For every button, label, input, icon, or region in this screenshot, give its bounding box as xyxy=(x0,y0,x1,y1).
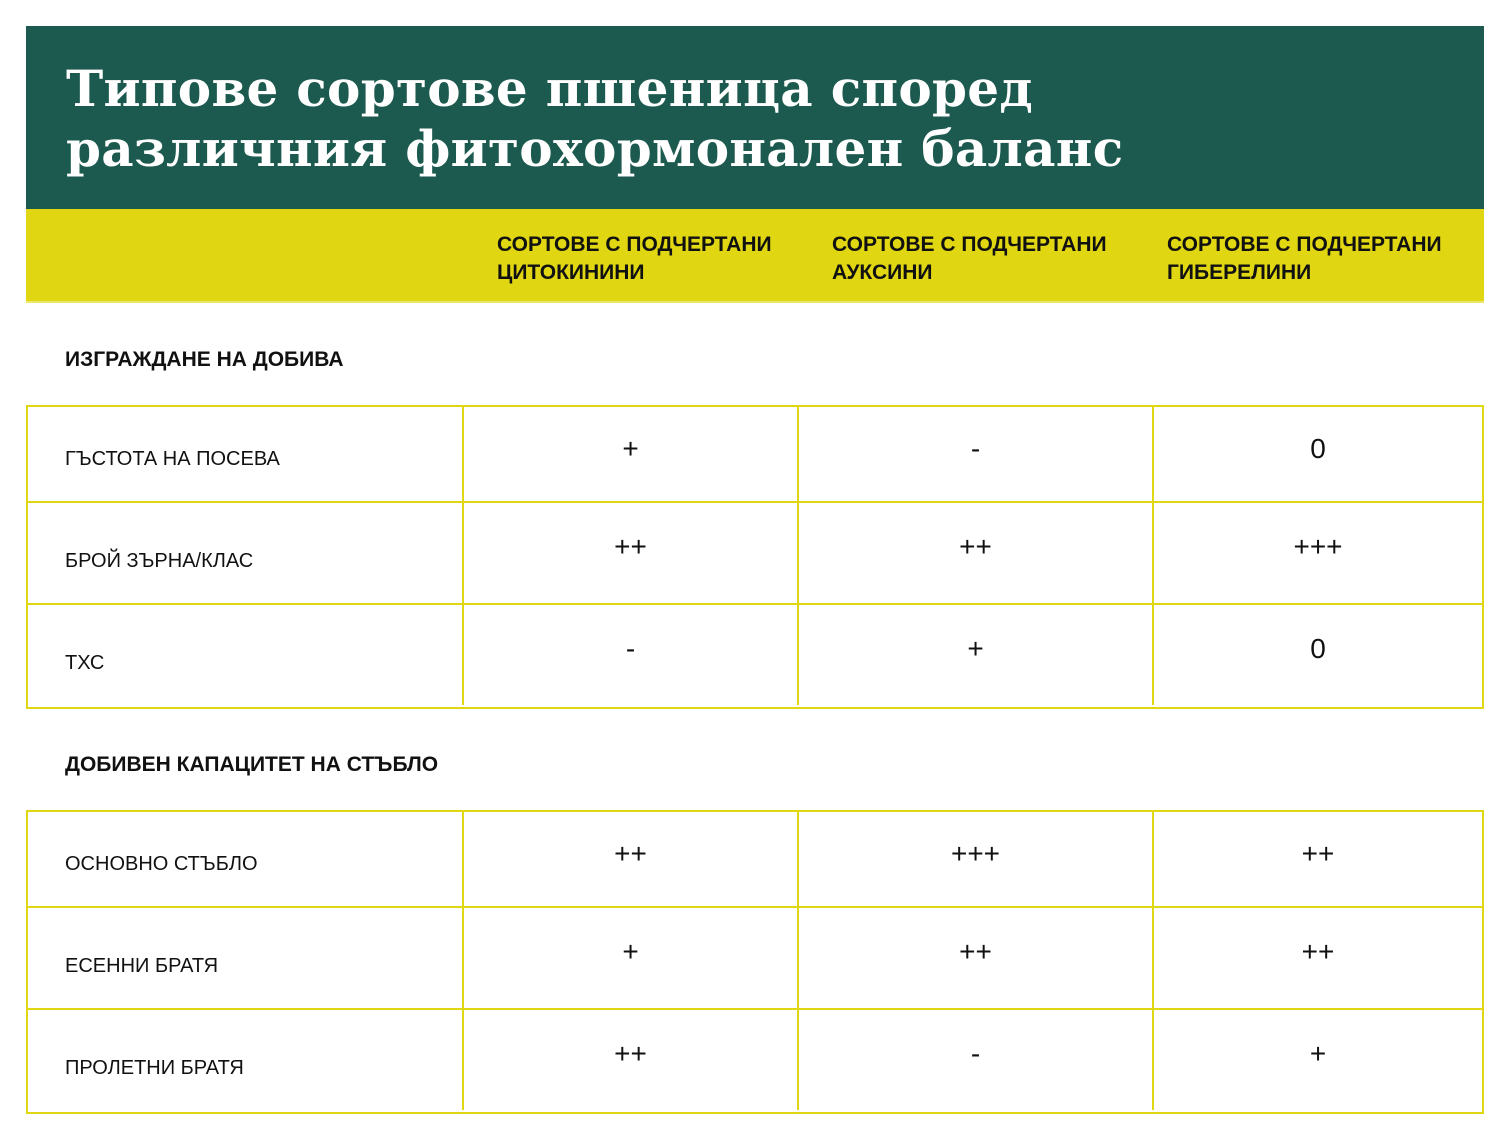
column-header-line: ЦИТОКИНИНИ xyxy=(497,261,645,284)
value: ++ xyxy=(959,531,992,562)
column-header-band xyxy=(26,209,1484,303)
value-cell xyxy=(462,503,797,603)
value: - xyxy=(970,1038,981,1069)
table-row xyxy=(28,906,1482,1008)
table-row xyxy=(28,1008,1482,1110)
value-cell xyxy=(1152,503,1482,603)
column-header-cytokinins xyxy=(497,231,772,287)
value: - xyxy=(625,633,636,664)
column-header-line: СОРТОВЕ С ПОДЧЕРТАНИ xyxy=(497,233,772,256)
value-cell xyxy=(462,1010,797,1110)
value-cell xyxy=(1152,812,1482,906)
table-row xyxy=(28,603,1482,705)
column-header-line: ГИБЕРЕЛИНИ xyxy=(1167,261,1312,284)
value-cell xyxy=(1152,1010,1482,1110)
value: 0 xyxy=(1310,633,1326,664)
value-cell xyxy=(797,1010,1152,1110)
row-label: ПРОЛЕТНИ БРАТЯ xyxy=(65,1057,244,1079)
row-label-cell xyxy=(28,812,462,906)
value-cell xyxy=(797,605,1152,705)
value-cell xyxy=(1152,605,1482,705)
row-label-cell xyxy=(28,407,462,501)
value-cell xyxy=(797,503,1152,603)
value: + xyxy=(1309,1038,1327,1069)
row-label: ЕСЕННИ БРАТЯ xyxy=(65,955,219,977)
row-label-cell xyxy=(28,908,462,1008)
row-label: БРОЙ ЗЪРНА/КЛАС xyxy=(65,550,254,572)
table-row xyxy=(28,812,1482,906)
value: +++ xyxy=(1293,531,1343,562)
value-cell xyxy=(1152,908,1482,1008)
value: ++ xyxy=(614,838,647,869)
title-line-1: Типове сортове пшеница според xyxy=(66,59,1034,118)
value: ++ xyxy=(1301,838,1335,869)
value-cell xyxy=(462,407,797,501)
section-title-stem-capacity: ДОБИВЕН КАПАЦИТЕТ НА СТЪБЛО xyxy=(65,753,439,776)
value: ++ xyxy=(614,531,647,562)
value: ++ xyxy=(614,1038,647,1069)
value-cell xyxy=(462,812,797,906)
value-cell xyxy=(462,605,797,705)
column-header-line: СОРТОВЕ С ПОДЧЕРТАНИ xyxy=(1167,233,1442,256)
row-label: ТХС xyxy=(65,652,105,674)
row-label-cell xyxy=(28,605,462,705)
value: 0 xyxy=(1310,433,1326,464)
column-header-line: АУКСИНИ xyxy=(832,261,933,284)
value-cell xyxy=(797,908,1152,1008)
title-line-2: различния фитохормонален баланс xyxy=(66,119,1124,178)
value: + xyxy=(622,936,639,967)
value: - xyxy=(970,433,981,464)
value-cell xyxy=(462,908,797,1008)
value-cell xyxy=(1152,407,1482,501)
table-stem-capacity xyxy=(26,810,1484,1114)
table-row xyxy=(28,407,1482,501)
value: ++ xyxy=(1301,936,1335,967)
column-header-gibberellins xyxy=(1167,231,1442,287)
row-label-cell xyxy=(28,503,462,603)
value: + xyxy=(622,433,639,464)
row-label: ГЪСТОТА НА ПОСЕВА xyxy=(65,448,280,470)
row-label: ОСНОВНО СТЪБЛО xyxy=(65,853,258,875)
value: + xyxy=(967,633,984,664)
title-banner xyxy=(26,26,1484,209)
value-cell xyxy=(797,812,1152,906)
value: +++ xyxy=(950,838,1001,869)
table-row xyxy=(28,501,1482,603)
column-header-auxins xyxy=(832,231,1107,287)
table-yield-formation xyxy=(26,405,1484,709)
row-label-cell xyxy=(28,1010,462,1110)
value-cell xyxy=(797,407,1152,501)
section-title-yield-formation: ИЗГРАЖДАНЕ НА ДОБИВА xyxy=(65,348,344,371)
value: ++ xyxy=(959,936,992,967)
column-header-line: СОРТОВЕ С ПОДЧЕРТАНИ xyxy=(832,233,1107,256)
